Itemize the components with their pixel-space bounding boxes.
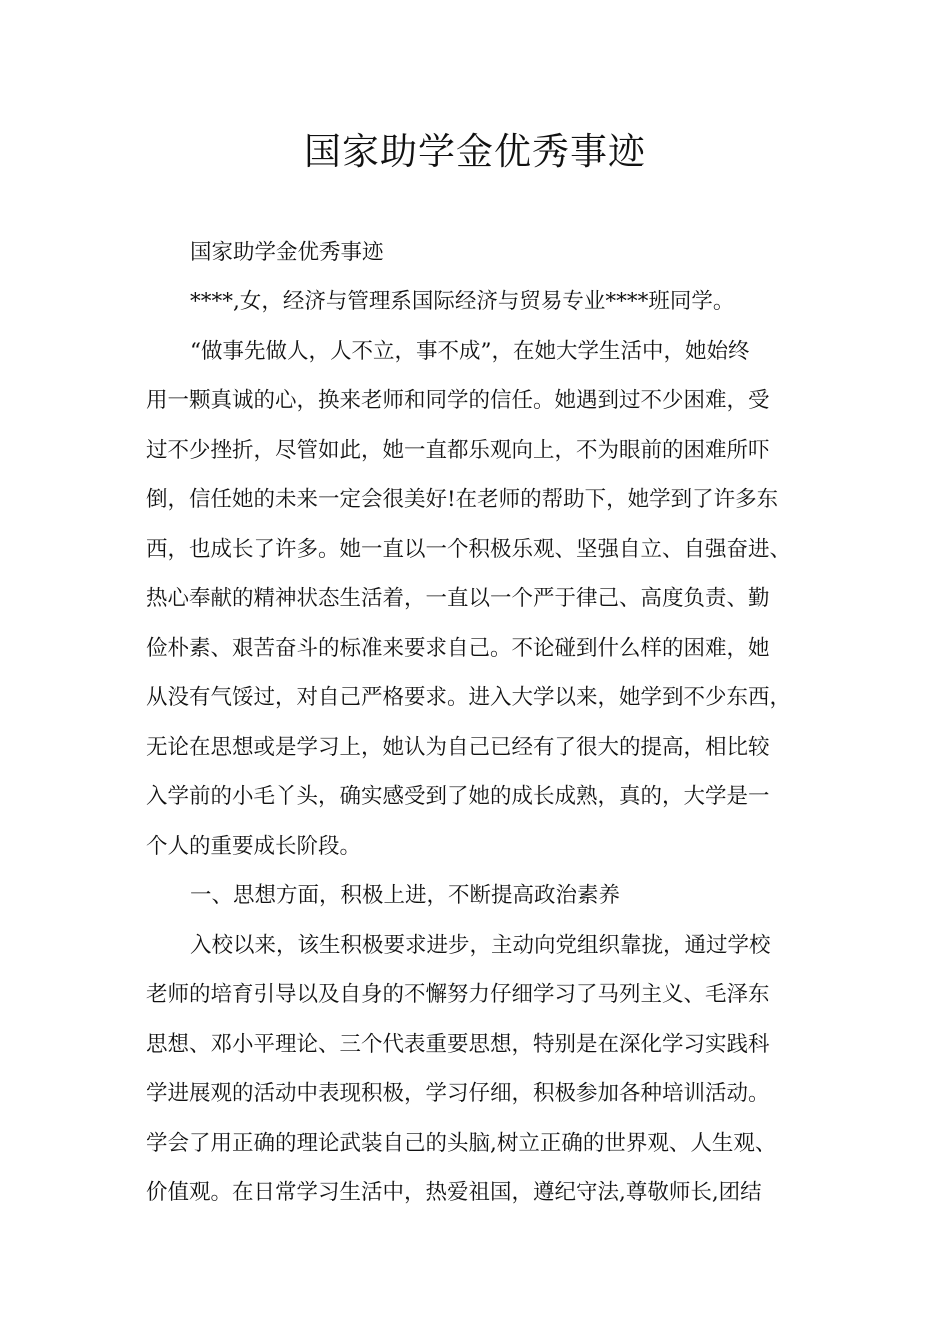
body-line-19: 学会了用正确的理论武装自己的头脑,树立正确的世界观、人生观、 <box>146 1131 777 1156</box>
body-line-13: 个人的重要成长阶段。 <box>146 834 362 859</box>
body-line-4: 用一颗真诚的心，换来老师和同学的信任。她遇到过不少困难，受 <box>146 388 770 413</box>
body-line-8: 热心奉献的精神状态生活着，一直以一个严于律己、高度负责、勤 <box>146 586 770 611</box>
body-line-6: 倒，信任她的未来一定会很美好!在老师的帮助下，她学到了许多东 <box>146 487 779 512</box>
body-line-18: 学进展观的活动中表现积极，学习仔细，积极参加各种培训活动。 <box>146 1081 770 1106</box>
body-line-14: 一、思想方面，积极上进，不断提高政治素养 <box>190 883 621 908</box>
body-line-2: ****,女，经济与管理系国际经济与贸易专业****班同学。 <box>190 289 735 314</box>
body-line-5: 过不少挫折，尽管如此，她一直都乐观向上，不为眼前的困难所吓 <box>146 438 770 463</box>
body-line-15: 入校以来，该生积极要求进步，主动向党组织靠拢，通过学校 <box>190 933 771 958</box>
body-line-12: 入学前的小毛丫头，确实感受到了她的成长成熟，真的，大学是一 <box>146 784 770 809</box>
body-line-10: 从没有气馁过，对自己严格要求。进入大学以来，她学到不少东西， <box>146 685 792 710</box>
body-line-9: 俭朴素、艰苦奋斗的标准来要求自己。不论碰到什么样的困难，她 <box>146 636 770 661</box>
body-line-11: 无论在思想或是学习上，她认为自己已经有了很大的提高，相比较 <box>146 735 770 760</box>
body-line-17: 思想、邓小平理论、三个代表重要思想，特别是在深化学习实践科 <box>146 1032 770 1057</box>
body-line-7: 西，也成长了许多。她一直以一个积极乐观、坚强自立、自强奋进、 <box>146 537 792 562</box>
body-line-16: 老师的培育引导以及自身的不懈努力仔细学习了马列主义、毛泽东 <box>146 982 770 1007</box>
body-line-3: “做事先做人，人不立，事不成”，在她大学生活中，她始终 <box>190 339 750 364</box>
document-title: 国家助学金优秀事迹 <box>304 130 646 173</box>
body-line-20: 价值观。在日常学习生活中，热爱祖国，遵纪守法,尊敬师长,团结 <box>146 1180 762 1205</box>
body-line-1: 国家助学金优秀事迹 <box>190 240 384 265</box>
